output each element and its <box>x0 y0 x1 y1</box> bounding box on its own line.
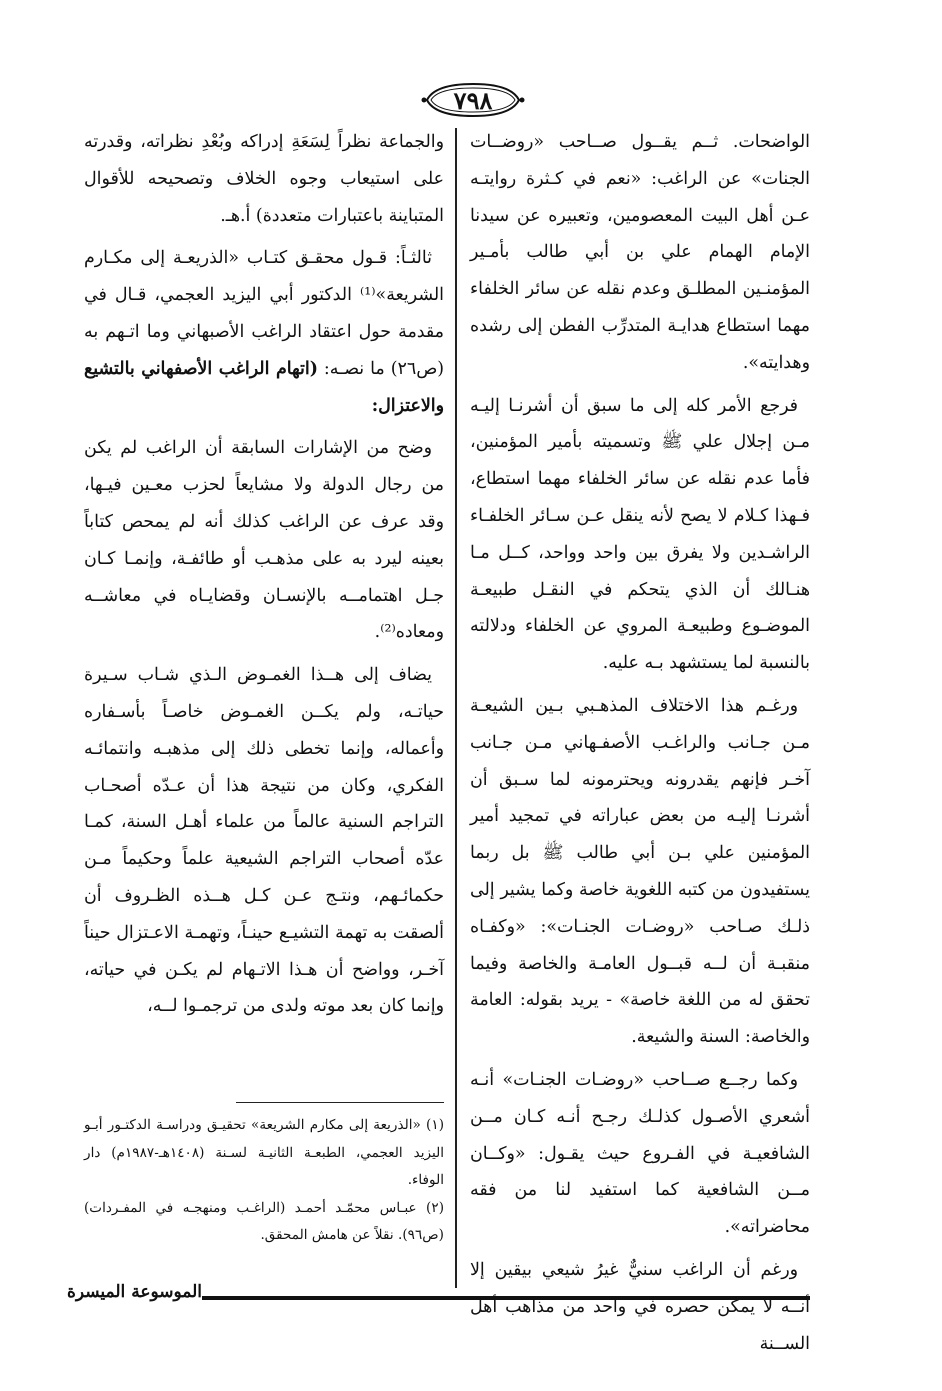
footnotes <box>84 1112 444 1272</box>
column-divider <box>455 128 457 1288</box>
right-paragraph-3: ورغـم هذا الاختلاف المذهـبي بـين الشيعـة مـن جـانب والراغـب الأصفـهاني مـن جـانب آخـر فإنهم يقدرونه ويحترمونه لما سـبق أن أشرنـا إليـه من بعض عباراته في تمجيد أمير المؤمنين علي بـن أبي طالب ﷺ بل ربما يستفيدون من كتبه اللغوية خاصة وكما يشير إلى ذلـك صـاحب «روضـات الجنـات»: «وكفـاه منقبـة أن لــه قبــول العامـة والخاصة وفيما تحقق له من اللغة خاصة» - يريد بقوله: العامة والخاصة: السنة والشيعة. <box>470 695 810 1048</box>
footer-rule <box>200 1296 810 1300</box>
left-paragraph-3: وضح من الإشارات السابقة أن الراغب لم يكن من رجال الدولة ولا مشايعاً لحزب معـين فيـها، وقد عرف عن الراغب كذلك أنه لم يمحص كتاباً بعينه ليرد به على مذهـب أو طائفـة، وإنمـا كـان جـل اهتمامــه بالإنسـان وقضايـاه في معاشــه ومعاده⁽²⁾. <box>84 438 444 643</box>
left-paragraph-1: والجماعة نظراً لِسَعَةِ إدراكه وبُعْدِ نظراته، وقدرته على استيعاب وجوه الخلاف وتصحيحه للأقوال المتباينة باعتبارات متعددة) أ.هـ. <box>84 132 444 226</box>
page-number: ٧٩٨ <box>453 85 493 115</box>
right-paragraph-2: فرجع الأمر كله إلى ما سبق أن أشرنـا إليـه مـن إجلال علي ﷺ وتسميته بأمير المؤمنين، فأما عدم نقله عن سائر الخلفاء مهما استطاع، فـهذا كـلام لا يصح لأنه ينقل عـن سـائر الخلفـاء الراشـدين ولا يفرق بين واحد وواحد، كــل مـا هنـالك أن الذي يتحكم في النقـل طبيعـة الموضـوع وطبيعـة المروي عن الخلفاء ودلالته بالنسبة لما يستشهد بـه عليه. <box>470 395 810 674</box>
series-title: الموسوعة الميسرة <box>82 1282 202 1312</box>
right-column <box>470 124 810 1354</box>
right-paragraph-1: الواضحات. ثــم يقــول صــاحب «روضــات الجنات» عن الراغب: «نعم في كـثرة روايتـه عـن أهل البيت المعصومين، وتعبيره عن سيدنا الإمام الهمام علي بن أبي طالب بأمـير المؤمنـين المطلـق وعدم نقله عن سائر الخلفاء مهما استطاع هدايـة المتدرِّب الفطن إلى رشده وهدايته». <box>470 132 810 373</box>
footnote-separator <box>236 1102 444 1103</box>
left-paragraph-2 <box>84 240 444 424</box>
left-paragraph-4: يضاف إلى هــذا الغمـوض الـذي شـاب سـيرة حياتـه، ولم يكــن الغمـوض خاصـاً بأسـفاره وأعماله، وإنما تخطى ذلك إلى مذهبـه وانتمائـه الفكري، وكان من نتيجة هذا أن عـدّه أصحـاب التراجم السنية عالماً من علماء أهـل السنة، كمـا عدّه أصحاب التراجم الشيعية علماً وحكيماً مـن حكمائـهم، ونتـج عـن كـل هــذه الظـروف أن ألصقت به تهمة التشيـع حينـاً، وتهمـة الاعـتزال حيناً آخـر، وواضح أن هـذا الاتـهام لم يكـن في حياته، وإنما كان بعد موته ولدى من ترجمـوا لــه، <box>84 665 444 1017</box>
right-paragraph-5: ورغم أن الراغب سنيٌّ غيرُ شيعي بيقين إلا أنــه لا يمكن حصره في واحد من مذاهب أهل الســنة <box>470 1259 810 1354</box>
left-paragraph-2-text: ثالثـاً: قـول محقـق كتـاب «الذريعـة إلى مكـارم الشريعة»⁽¹⁾ الدكتور أبي اليزيد العجمي، قـال في مقدمة حول اعتقاد الراغب الأصبهاني وما اتـهم به (ص٢٦) ما نصـه: <box>84 248 445 379</box>
right-paragraph-4: وكما رجــع صــاحب «روضـات الجنـات» أنـه أشعري الأصـول كذلـك رجـح أنـه كـان مــن الشافعيـة في الفـروع حيث يقـول: «وكــان مــن الشافعية كما استفيد لنا من فقه محاضراته». <box>470 1069 810 1238</box>
footnote-2: (٢) عبـاس محمّـد أحمـد (الراغـب ومنهجـه في المفـردات) (ص٩٦). نقلاً عن هامش المحقق. <box>84 1199 444 1243</box>
page-number-ornament <box>421 80 525 120</box>
left-column <box>84 124 445 1017</box>
left-paragraph-2-heading: (اتهام الراغب الأصفهاني بالتشيع والاعتزال: <box>84 358 444 416</box>
footnote-1: (١) «الذريعة إلى مكارم الشريعة» تحقيـق ودراسـة الدكتـور أبـو اليزيد العجمي، الطبعـة الثانيـة لسـنة (١٤٠٨هـ-١٩٨٧م) دار الوفاء. <box>84 1117 445 1188</box>
